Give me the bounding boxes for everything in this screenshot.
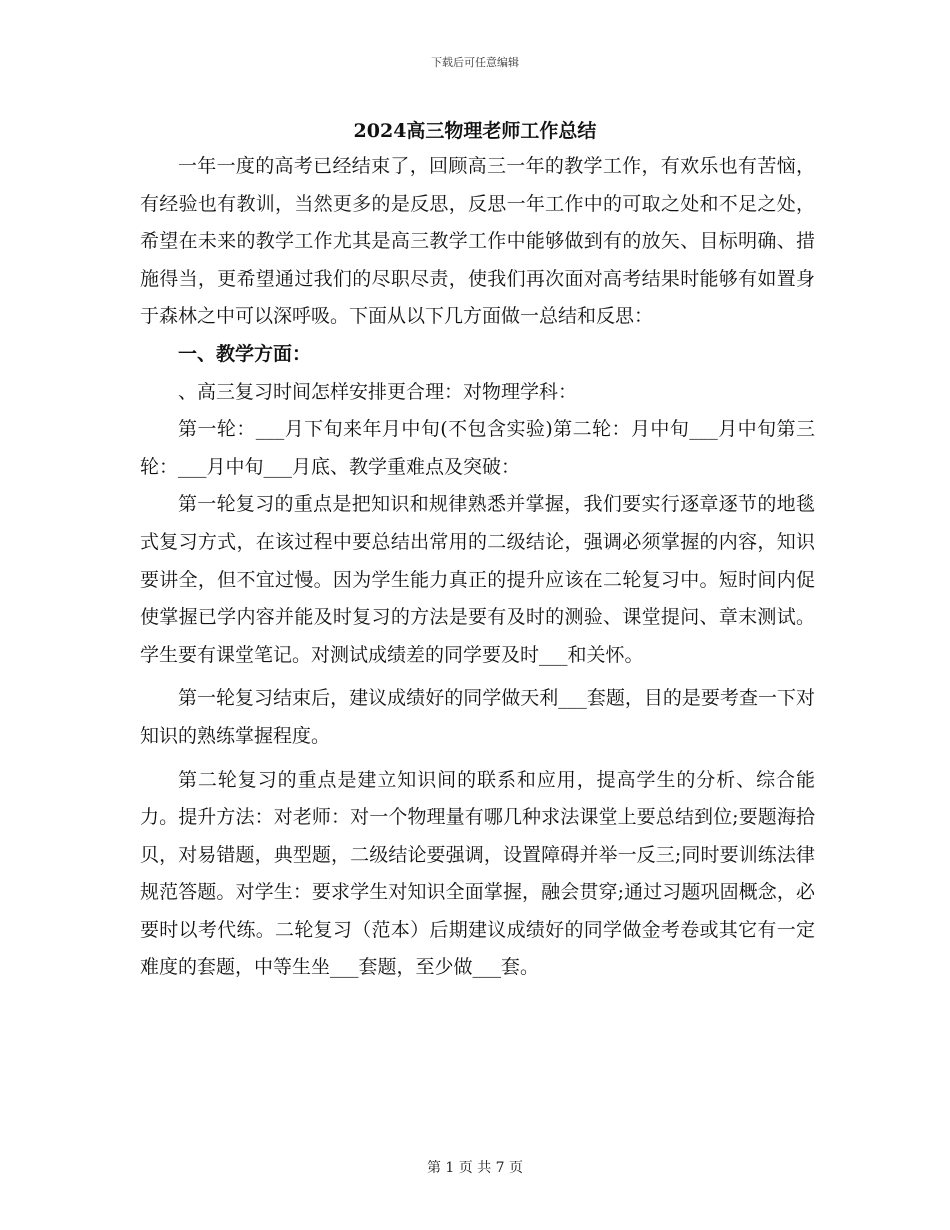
review-schedule-question: 、高三复习时间怎样安排更合理：对物理学科： (178, 380, 578, 403)
section-heading-teaching: 一、教学方面： (178, 342, 312, 365)
first-round-paragraph: 第一轮复习的重点是把知识和规律熟悉并掌握，我们要实行逐章逐节的地毯式复习方式，在该过程中要总结出常用的二级结论，强调必须掌握的内容，知识要讲全，但不宜过慢。因为学生能力真正的提升应该在二轮复习中。短时间内促使掌握已学内容并能及时复习的方法是要有及时的测验、课堂提问、章末测试。学生要有课堂笔记。对测试成绩差的同学要及时___和关怀。 (140, 493, 815, 666)
page-number-footer: 第 1 页 共 7 页 (426, 1160, 524, 1176)
document-title: 2024高三物理老师工作总结 (353, 120, 597, 142)
after-first-round-paragraph: 第一轮复习结束后，建议成绩好的同学做天利___套题，目的是要考查一下对知识的熟练掌握程度。 (140, 687, 815, 747)
intro-paragraph: 一年一度的高考已经结束了，回顾高三一年的教学工作，有欢乐也有苦恼，有经验也有教训，当然更多的是反思，反思一年工作中的可取之处和不足之处，希望在未来的教学工作尤其是高三教学工作中能够做到有的放矢、目标明确、措施得当，更希望通过我们的尽职尽责，使我们再次面对高考结果时能够有如置身于森林之中可以深呼吸。下面从以下几方面做一总结和反思： (140, 155, 815, 328)
second-round-paragraph: 第二轮复习的重点是建立知识间的联系和应用，提高学生的分析、综合能力。提升方法：对老师：对一个物理量有哪几种求法课堂上要总结到位;要题海拾贝，对易错题，典型题，二级结论要强调，设置障碍并举一反三;同时要训练法律规范答题。对学生：要求学生对知识全面掌握，融会贯穿;通过习题巩固概念，必要时以考代练。二轮复习（范本）后期建议成绩好的同学做金考卷或其它有一定难度的套题，中等生坐___套题，至少做___套。 (140, 768, 815, 979)
document-body (140, 148, 815, 987)
review-rounds-paragraph: 第一轮：___月下旬来年月中旬(不包含实验)第二轮：月中旬___月中旬第三轮：___月中旬___月底、教学重难点及突破： (140, 418, 815, 478)
header-note: 下载后可任意编辑 (431, 56, 519, 69)
